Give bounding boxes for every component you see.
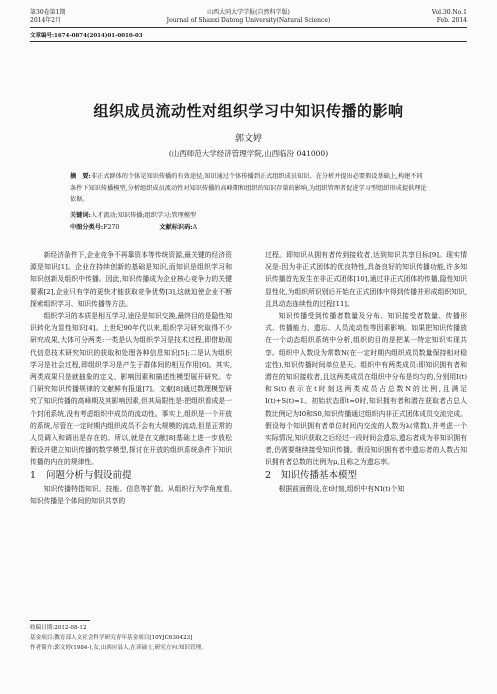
paragraph: 知识传播特指知识、技能、信息等扩散。从组织行为学角度看,知识传播是个体间的知识共享的 [30,484,232,505]
header-rule [30,27,467,28]
abstract-text: 非正式群体的个体是知识传播的有效途径,知识通过个体传播到正式组织成员知识。在分析并提出必要假设基础上,构建不同条件下知识传播模型,分析组织成员流动性对知识传播的高峰期和组织的知识存量的影响,为组织管理者促进学习型组织形成提供理论依据。 [70,173,427,203]
paragraph: 根据前面假设,在t时刻,组织中有NI(t)个知 [278,484,405,493]
journal-issue: 第30卷第1期 2014年2月 [30,9,66,24]
doc-code-label: 文献标识码: [159,224,193,231]
right-column [265,249,467,495]
paragraph: 组织学习的本质是相互学习,途径是知识交换,最终目的是隐性知识转化为显性知识[4]。上世纪90年代以来,组织学习研究取得不少研究成果,大体可分两类:一类是认为组织学习是技术过程,即借助现代信息技术研究知识的获取和处理各种信息知识[5];二是认为组织学习是社会过程,即组织学习是产生于群体间的相互作用[6]。其实,两类成果只是就抽象的定义、影响因素和描述性模型展开研究。专门研究知识传播规律的文献鲜有报道[7]。文献[8]通过数理模型研究了知识传播的高峰期及其影响因素,但其局限性是:把组织看成是一个封闭系统,没有考虑组织中成员的流动性。事实上,组织是一个开放的系统,尽管在一定时期内组织成员不会有大规模的流动,但是正常的人员调入和调出是存在的。所以,就是在文献[8]基础上进一步放松假设并建立知识传播的数学模型,探讨在开放的组织系统条件下知识传播的内在的规律性。 [30,312,232,467]
paragraph: 新经济条件下,企业竞争不再靠资本等传统资源,最关键的经济资源是知识[1]。企业在持续创新的基础是知识,而知识是组织学习和知识创新及组织中传播。因此,知识传播成为企业核心竞争力的关键要素[2],企业只有学的更快才能获取竞争优势[3],这就迫使企业不断探索组织学习、知识传播等方法。 [30,251,232,308]
paper-title: 组织成员流动性对组织学习中知识传播的影响 [93,102,404,120]
abstract-label: 摘 要: [70,173,91,180]
paragraph: 知识传播受到传播者数量及分布、知识接受者数量、传播形式、传播能力、遗忘、人员流动性等因素影响。如果把知识传播放在一个动态组织系统中分析,组织的目的是把某一特定知识实现共享。组织中人数设为常数N(在一定时期内组织成员数量保持相对稳定性),知识传播时间单位是天。组织中有两类成员:即知识拥有者和潜在的知识接收者,且这两类成员在组织中分布是均匀的,分别用I(t)和S(t)表示在t时刻这两类成员占总数N的比例,且满足I(t)+S(t)=1。初始状态即t=0时,知识拥有者和潜在获取者占总人数比例记为I0和S0,知识传播通过组织内非正式团体成员交流完成。假设每个知识拥有者单位时间内交流的人数为λ(常数),并考虑一个实际情况,知识获取之后经过一段时间会遗忘,遗忘者成为非知识拥有者,仍需要继续接受知识传播。假设知识拥有者中遗忘者的人数占知识拥有者总数的比例为μ,且称之为遗忘率。 [265,312,467,467]
paragraph: 过程。即知识从拥有者传到接收者,达到知识共享目标[9]。现实情况是:因为非正式团体的优良特性,具备良好的知识传播功能,许多知识传播首先发生在非正式团体[10],通过非正式团体的传播,隐性知识显性化,为组织所识别后开始在正式团体中得到传播并形成组织知识,且具动态连续性的过程[11]。 [265,251,467,308]
footnote-fund: 基金项目:教育部人文社会科学研究青年基金项目[10YJC630423] [30,635,193,641]
classification [70,222,427,234]
section-heading: 2 知识传播基本模型 [265,469,358,481]
left-column [30,249,232,507]
section-heading: 1 问题分析与假设前提 [30,469,132,481]
journal-name: 山西大同大学学报(自然科学版) Journal of Shanxi Datong University(Natural Science) [166,9,331,24]
footnote-received: 收稿日期:2012-08-12 [30,625,87,631]
doc-code-value: A [192,224,198,231]
keywords-label: 关键词: [70,212,91,219]
clc-label: 中图分类号: [70,224,104,231]
author-name: 郭文婷 [234,134,262,144]
journal-volume: Vol.30.No.1 Feb. 2014 [431,9,467,24]
footnote-author: 作者简介:郭文婷(1984-),女,山西应县人,在读硕士,研究方向:知识管理。 [30,645,207,651]
keywords-text: 人才流动;知识传播;组织学习;管理模型 [90,212,197,219]
doc-rule [30,41,467,42]
author-affiliation: (山西师范大学经济管理学院,山西临汾 041000) [168,149,329,158]
keywords [70,210,427,222]
abstract [70,171,427,206]
article-number: 文章编号:1674-0874(2014)01-0010-03 [30,33,143,39]
clc-value: F270 [103,224,120,231]
footnote-rule [30,620,90,621]
